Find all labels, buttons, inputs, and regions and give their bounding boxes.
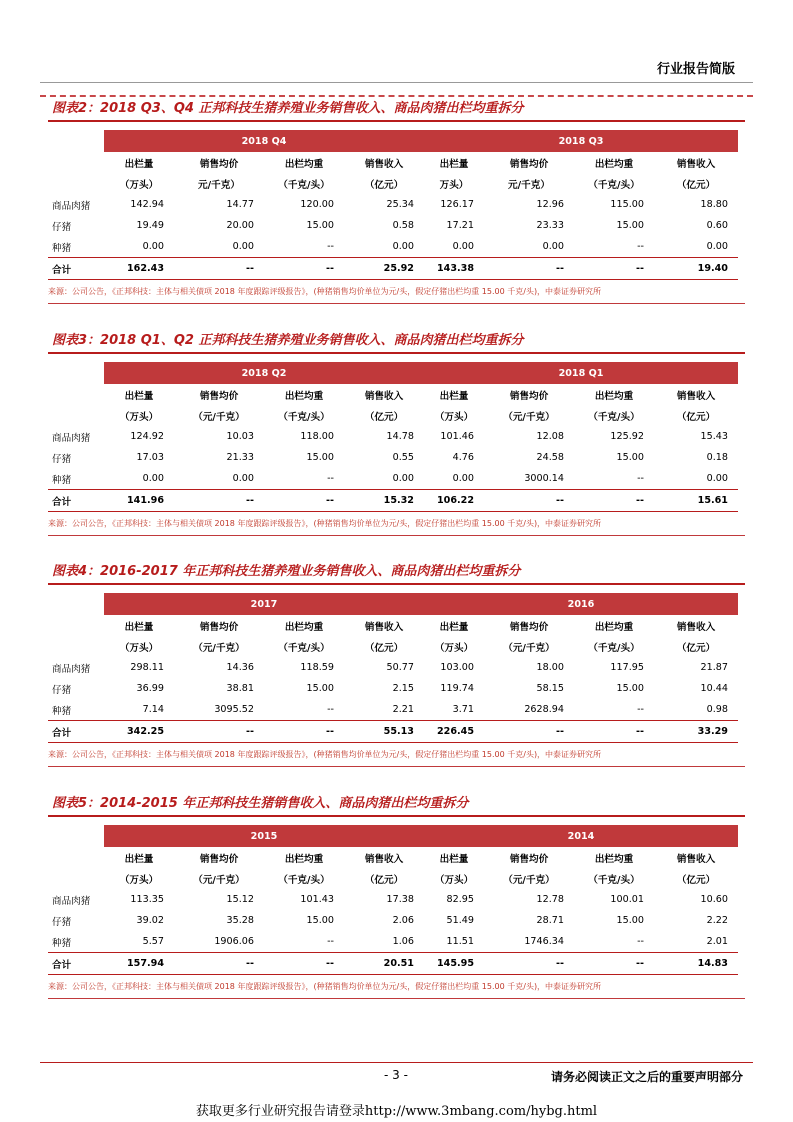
table-row xyxy=(48,678,738,699)
row-label: 种猪 xyxy=(52,242,72,254)
column-unit: （万头） xyxy=(119,411,159,423)
total-cell: 55.13 xyxy=(344,721,424,743)
table-cell: 21.33 xyxy=(226,452,254,463)
figure-section xyxy=(48,332,745,536)
table-cell: 18.80 xyxy=(700,199,728,210)
period-band xyxy=(48,130,738,152)
table-cell: 15.12 xyxy=(226,894,254,905)
total-cell: 19.40 xyxy=(654,258,738,280)
row-label: 种猪 xyxy=(52,937,72,949)
column-header: 出栏均重 xyxy=(594,621,634,633)
column-unit: （千克/头） xyxy=(588,642,640,654)
table-cell: 2.06 xyxy=(392,915,414,926)
table-cell: -- xyxy=(327,704,334,715)
total-cell: -- xyxy=(484,953,574,975)
column-unit: 元/千克） xyxy=(198,179,240,191)
table-cell: 36.99 xyxy=(136,683,164,694)
row-label: 商品肉猪 xyxy=(52,663,91,675)
table-cell: 28.71 xyxy=(536,915,564,926)
column-header: 出栏量 xyxy=(439,390,469,402)
table-cell: -- xyxy=(637,936,644,947)
column-unit: （万头） xyxy=(434,411,474,423)
column-header: 销售均价 xyxy=(199,621,239,633)
column-header: 销售收入 xyxy=(364,390,404,402)
total-row xyxy=(48,258,738,280)
table-cell: 17.21 xyxy=(446,220,474,231)
column-header: 销售均价 xyxy=(199,158,239,170)
header-divider xyxy=(40,82,753,83)
table-cell: 1746.34 xyxy=(524,936,564,947)
period-band xyxy=(48,593,738,615)
table-cell: 10.60 xyxy=(700,894,728,905)
table-cell: 0.00 xyxy=(392,241,414,252)
column-unit: （千克/头） xyxy=(588,179,640,191)
column-header: 销售均价 xyxy=(509,853,549,865)
table-cell: 0.00 xyxy=(452,241,474,252)
table-cell: 10.03 xyxy=(226,431,254,442)
table-cell: 35.28 xyxy=(226,915,254,926)
total-cell: -- xyxy=(574,490,654,512)
table-row xyxy=(48,657,738,678)
column-unit: （万头） xyxy=(119,874,159,886)
table-cell: 19.49 xyxy=(136,220,164,231)
total-row xyxy=(48,721,738,743)
column-header: 销售收入 xyxy=(364,158,404,170)
table-cell: 0.55 xyxy=(392,452,414,463)
total-label: 合计 xyxy=(48,258,104,280)
column-header: 销售收入 xyxy=(364,853,404,865)
table-cell: 3.71 xyxy=(452,704,474,715)
table-cell: 0.00 xyxy=(706,473,728,484)
table-cell: 117.95 xyxy=(610,662,644,673)
column-header: 出栏量 xyxy=(124,390,154,402)
row-label: 仔猪 xyxy=(52,916,72,928)
figure-title: 图表2：2018 Q3、Q4 正邦科技生猪养殖业务销售收入、商品肉猪出栏均重拆分 xyxy=(48,100,745,122)
total-cell: -- xyxy=(174,258,264,280)
table-cell: 58.15 xyxy=(536,683,564,694)
table-cell: 11.51 xyxy=(446,936,474,947)
total-cell: 25.92 xyxy=(344,258,424,280)
table-cell: 142.94 xyxy=(130,199,164,210)
table-cell: -- xyxy=(327,473,334,484)
table-cell: 15.00 xyxy=(306,915,334,926)
table-cell: -- xyxy=(637,241,644,252)
figure-section xyxy=(48,563,745,767)
table-cell: 15.00 xyxy=(306,452,334,463)
source-note: 来源：公司公告，《正邦科技：主体与相关债项 2018 年度跟踪评级报告》，(种猪销售均价单位为元/头，假定仔猪出栏均重 15.00 千克/头)，中泰证券研究所 xyxy=(48,518,745,536)
table-cell: -- xyxy=(327,241,334,252)
right-period-label: 2018 Q1 xyxy=(424,362,738,384)
row-label: 商品肉猪 xyxy=(52,200,91,212)
column-unit: （千克/头） xyxy=(278,642,330,654)
period-band xyxy=(48,825,738,847)
column-header: 销售均价 xyxy=(509,621,549,633)
column-unit: （万头） xyxy=(434,874,474,886)
total-cell: -- xyxy=(484,721,574,743)
table-cell: 15.00 xyxy=(616,683,644,694)
row-label: 种猪 xyxy=(52,705,72,717)
table-cell: 4.76 xyxy=(452,452,474,463)
total-cell: -- xyxy=(574,258,654,280)
table-cell: 118.59 xyxy=(300,662,334,673)
total-cell: -- xyxy=(484,490,574,512)
column-unit: （亿元） xyxy=(676,642,716,654)
column-header: 出栏均重 xyxy=(284,390,324,402)
table-cell: 17.38 xyxy=(386,894,414,905)
table-cell: 0.00 xyxy=(232,241,254,252)
column-unit: （万头） xyxy=(119,179,159,191)
table-cell: 24.58 xyxy=(536,452,564,463)
figure-section xyxy=(48,795,745,999)
table-cell: 103.00 xyxy=(440,662,474,673)
table-cell: 100.01 xyxy=(610,894,644,905)
column-header-row xyxy=(48,384,738,405)
table-row xyxy=(48,236,738,258)
total-row xyxy=(48,490,738,512)
total-cell: -- xyxy=(264,953,344,975)
column-unit: （万头） xyxy=(434,642,474,654)
column-unit: （亿元） xyxy=(364,411,404,423)
source-note: 来源：公司公告，《正邦科技：主体与相关债项 2018 年度跟踪评级报告》，(种猪销售均价单位为元/头，假定仔猪出栏均重 15.00 千克/头)，中泰证券研究所 xyxy=(48,981,745,999)
data-table xyxy=(48,593,738,743)
table-row xyxy=(48,215,738,236)
total-label: 合计 xyxy=(48,490,104,512)
column-header: 销售收入 xyxy=(676,853,716,865)
table-row xyxy=(48,468,738,490)
table-cell: 17.03 xyxy=(136,452,164,463)
table-cell: 2628.94 xyxy=(524,704,564,715)
column-unit: （千克/头） xyxy=(278,411,330,423)
column-unit: 元/千克） xyxy=(508,179,550,191)
total-cell: 14.83 xyxy=(654,953,738,975)
column-header: 出栏均重 xyxy=(284,853,324,865)
column-unit: （千克/头） xyxy=(278,874,330,886)
total-cell: 15.32 xyxy=(344,490,424,512)
total-row xyxy=(48,953,738,975)
table-cell: 120.00 xyxy=(300,199,334,210)
table-cell: 0.00 xyxy=(142,241,164,252)
table-cell: 2.22 xyxy=(706,915,728,926)
table-cell: 51.49 xyxy=(446,915,474,926)
column-header: 出栏均重 xyxy=(284,158,324,170)
column-unit: （千克/头） xyxy=(588,874,640,886)
table-cell: 23.33 xyxy=(536,220,564,231)
table-cell: 38.81 xyxy=(226,683,254,694)
table-cell: 2.21 xyxy=(392,704,414,715)
table-cell: 126.17 xyxy=(440,199,474,210)
right-period-label: 2018 Q3 xyxy=(424,130,738,152)
column-header: 出栏均重 xyxy=(594,390,634,402)
table-cell: 3000.14 xyxy=(524,473,564,484)
data-table xyxy=(48,130,738,280)
left-period-label: 2018 Q2 xyxy=(104,362,424,384)
table-row xyxy=(48,194,738,215)
left-period-label: 2018 Q4 xyxy=(104,130,424,152)
total-cell: -- xyxy=(264,490,344,512)
column-unit: 万头） xyxy=(439,179,469,191)
total-cell: -- xyxy=(174,490,264,512)
column-header: 出栏量 xyxy=(124,621,154,633)
table-cell: 10.44 xyxy=(700,683,728,694)
table-cell: 14.77 xyxy=(226,199,254,210)
table-cell: 7.14 xyxy=(142,704,164,715)
table-cell: 15.00 xyxy=(306,683,334,694)
column-unit: （元/千克） xyxy=(503,411,555,423)
table-cell: 82.95 xyxy=(446,894,474,905)
table-row xyxy=(48,910,738,931)
table-cell: 0.00 xyxy=(142,473,164,484)
table-cell: 0.98 xyxy=(706,704,728,715)
figure-title: 图表4：2016-2017 年正邦科技生猪养殖业务销售收入、商品肉猪出栏均重拆分 xyxy=(48,563,745,585)
column-unit: （亿元） xyxy=(364,874,404,886)
figure-title: 图表3：2018 Q1、Q2 正邦科技生猪养殖业务销售收入、商品肉猪出栏均重拆分 xyxy=(48,332,745,354)
table-cell: 0.18 xyxy=(706,452,728,463)
column-unit: （亿元） xyxy=(676,874,716,886)
total-cell: 226.45 xyxy=(424,721,484,743)
table-cell: 25.34 xyxy=(386,199,414,210)
table-cell: 18.00 xyxy=(536,662,564,673)
column-header: 出栏量 xyxy=(439,853,469,865)
column-header: 出栏量 xyxy=(124,853,154,865)
table-cell: 12.78 xyxy=(536,894,564,905)
column-unit: （亿元） xyxy=(676,179,716,191)
column-header: 销售均价 xyxy=(199,390,239,402)
column-header-row xyxy=(48,615,738,636)
table-cell: 14.78 xyxy=(386,431,414,442)
left-period-label: 2015 xyxy=(104,825,424,847)
table-cell: 15.43 xyxy=(700,431,728,442)
table-cell: 1906.06 xyxy=(214,936,254,947)
total-cell: 20.51 xyxy=(344,953,424,975)
column-unit: （千克/头） xyxy=(588,411,640,423)
report-type-title: 行业报告简版 xyxy=(656,62,735,77)
table-cell: 0.00 xyxy=(452,473,474,484)
total-cell: -- xyxy=(264,258,344,280)
table-cell: 0.00 xyxy=(542,241,564,252)
table-row xyxy=(48,426,738,447)
column-header: 出栏均重 xyxy=(594,158,634,170)
total-cell: -- xyxy=(574,953,654,975)
column-unit: （元/千克） xyxy=(503,874,555,886)
total-cell: 145.95 xyxy=(424,953,484,975)
data-table xyxy=(48,362,738,512)
table-cell: 20.00 xyxy=(226,220,254,231)
total-cell: -- xyxy=(174,953,264,975)
column-header: 出栏均重 xyxy=(284,621,324,633)
figure-section xyxy=(48,100,745,304)
unit-row xyxy=(48,868,738,889)
row-label: 仔猪 xyxy=(52,453,72,465)
table-cell: 2.01 xyxy=(706,936,728,947)
table-cell: 298.11 xyxy=(130,662,164,673)
header-dashed-divider xyxy=(40,95,753,97)
table-cell: 39.02 xyxy=(136,915,164,926)
table-cell: 118.00 xyxy=(300,431,334,442)
total-cell: 15.61 xyxy=(654,490,738,512)
table-cell: 0.60 xyxy=(706,220,728,231)
column-header: 销售收入 xyxy=(676,390,716,402)
column-header: 销售均价 xyxy=(199,853,239,865)
table-cell: -- xyxy=(637,473,644,484)
table-cell: 119.74 xyxy=(440,683,474,694)
column-unit: （亿元） xyxy=(364,179,404,191)
table-cell: 3095.52 xyxy=(214,704,254,715)
table-cell: 50.77 xyxy=(386,662,414,673)
table-cell: 15.00 xyxy=(616,915,644,926)
column-header: 销售收入 xyxy=(676,158,716,170)
table-cell: 1.06 xyxy=(392,936,414,947)
total-cell: 106.22 xyxy=(424,490,484,512)
column-unit: （亿元） xyxy=(364,642,404,654)
column-unit: （元/千克） xyxy=(193,874,245,886)
table-cell: 0.00 xyxy=(706,241,728,252)
table-row xyxy=(48,699,738,721)
right-period-label: 2014 xyxy=(424,825,738,847)
total-cell: 342.25 xyxy=(104,721,174,743)
column-header: 销售均价 xyxy=(509,390,549,402)
source-note: 来源：公司公告，《正邦科技：主体与相关债项 2018 年度跟踪评级报告》，(种猪销售均价单位为元/头，假定仔猪出栏均重 15.00 千克/头)，中泰证券研究所 xyxy=(48,749,745,767)
row-label: 商品肉猪 xyxy=(52,895,91,907)
page-number: - 3 - xyxy=(384,1068,408,1082)
table-row xyxy=(48,931,738,953)
table-cell: 0.00 xyxy=(232,473,254,484)
table-cell: 125.92 xyxy=(610,431,644,442)
table-cell: 5.57 xyxy=(142,936,164,947)
download-notice[interactable]: 获取更多行业研究报告请登录http://www.3mbang.com/hybg.html xyxy=(195,1104,598,1119)
column-header-row xyxy=(48,847,738,868)
data-table xyxy=(48,825,738,975)
table-row xyxy=(48,447,738,468)
unit-row xyxy=(48,173,738,194)
row-label: 种猪 xyxy=(52,474,72,486)
table-cell: 14.36 xyxy=(226,662,254,673)
total-cell: -- xyxy=(174,721,264,743)
table-cell: 115.00 xyxy=(610,199,644,210)
column-header-row xyxy=(48,152,738,173)
row-label: 仔猪 xyxy=(52,221,72,233)
column-header: 出栏量 xyxy=(439,158,469,170)
total-cell: -- xyxy=(264,721,344,743)
column-header: 出栏均重 xyxy=(594,853,634,865)
column-unit: （元/千克） xyxy=(503,642,555,654)
total-label: 合计 xyxy=(48,721,104,743)
column-header: 销售收入 xyxy=(364,621,404,633)
right-period-label: 2016 xyxy=(424,593,738,615)
table-cell: 2.15 xyxy=(392,683,414,694)
total-cell: -- xyxy=(484,258,574,280)
total-cell: -- xyxy=(574,721,654,743)
table-cell: 124.92 xyxy=(130,431,164,442)
total-label: 合计 xyxy=(48,953,104,975)
table-cell: 12.96 xyxy=(536,199,564,210)
table-cell: -- xyxy=(327,936,334,947)
unit-row xyxy=(48,405,738,426)
total-cell: 157.94 xyxy=(104,953,174,975)
table-cell: 101.46 xyxy=(440,431,474,442)
column-unit: （元/千克） xyxy=(193,411,245,423)
column-header: 出栏量 xyxy=(124,158,154,170)
table-cell: 12.08 xyxy=(536,431,564,442)
total-cell: 162.43 xyxy=(104,258,174,280)
table-cell: -- xyxy=(637,704,644,715)
table-cell: 15.00 xyxy=(616,220,644,231)
column-unit: （亿元） xyxy=(676,411,716,423)
column-unit: （万头） xyxy=(119,642,159,654)
left-period-label: 2017 xyxy=(104,593,424,615)
row-label: 仔猪 xyxy=(52,684,72,696)
table-cell: 113.35 xyxy=(130,894,164,905)
column-header: 销售均价 xyxy=(509,158,549,170)
footer-divider xyxy=(40,1062,753,1063)
total-cell: 141.96 xyxy=(104,490,174,512)
source-note: 来源：公司公告，《正邦科技：主体与相关债项 2018 年度跟踪评级报告》，(种猪销售均价单位为元/头，假定仔猪出栏均重 15.00 千克/头)，中泰证券研究所 xyxy=(48,286,745,304)
table-cell: 0.00 xyxy=(392,473,414,484)
unit-row xyxy=(48,636,738,657)
total-cell: 33.29 xyxy=(654,721,738,743)
figure-title: 图表5：2014-2015 年正邦科技生猪销售收入、商品肉猪出栏均重拆分 xyxy=(48,795,745,817)
table-cell: 15.00 xyxy=(306,220,334,231)
period-band xyxy=(48,362,738,384)
disclaimer-notice: 请务必阅读正文之后的重要声明部分 xyxy=(550,1070,743,1084)
row-label: 商品肉猪 xyxy=(52,432,91,444)
column-header: 出栏量 xyxy=(439,621,469,633)
column-unit: （千克/头） xyxy=(278,179,330,191)
column-unit: （元/千克） xyxy=(193,642,245,654)
column-header: 销售收入 xyxy=(676,621,716,633)
total-cell: 143.38 xyxy=(424,258,484,280)
table-cell: 15.00 xyxy=(616,452,644,463)
table-cell: 0.58 xyxy=(392,220,414,231)
table-row xyxy=(48,889,738,910)
table-cell: 101.43 xyxy=(300,894,334,905)
table-cell: 21.87 xyxy=(700,662,728,673)
